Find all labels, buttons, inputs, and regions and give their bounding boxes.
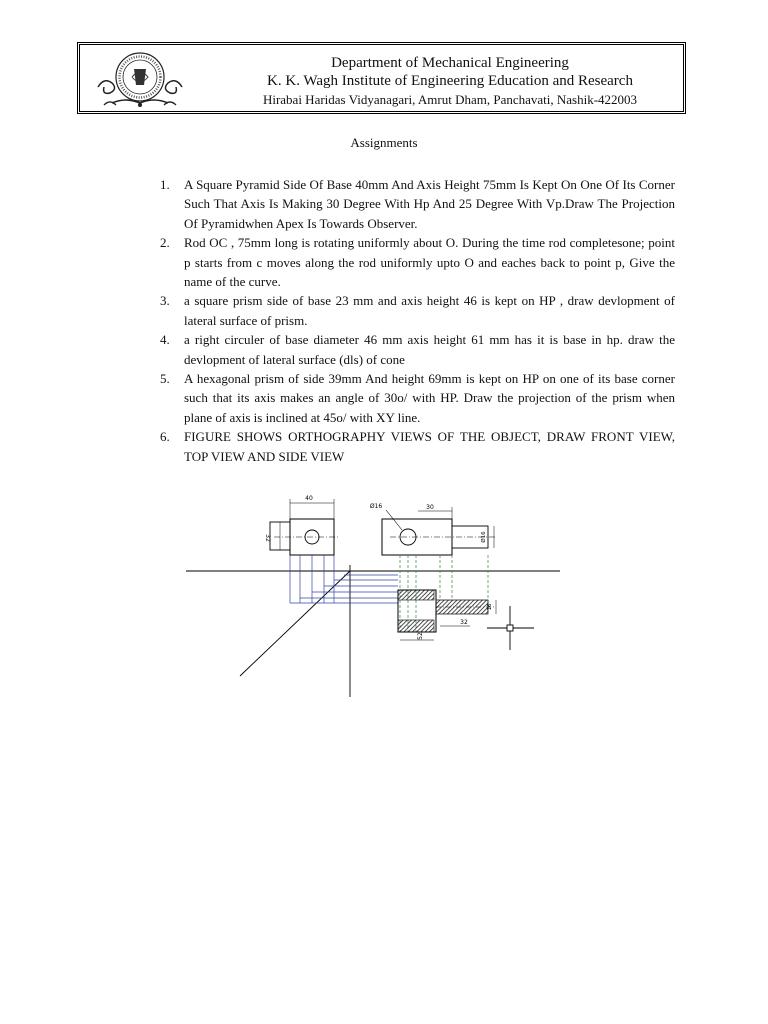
question-item bbox=[150, 369, 675, 427]
dimension-label: Ø16 bbox=[481, 531, 487, 543]
question-text: A hexagonal prism of side 39mm And height 69mm is kept on HP on one of its base corner such that its axis makes an angle of 30o/ with HP. Draw the projection of the prism when plane of axis is inclined at 45o/ with XY line. bbox=[184, 371, 675, 425]
question-number: 3. bbox=[160, 293, 170, 309]
dimension-label: Ø16 bbox=[369, 503, 383, 510]
dimension-label: 52 bbox=[417, 632, 424, 640]
dimension-label: 32 bbox=[264, 534, 271, 542]
question-item bbox=[150, 330, 675, 369]
miter-line bbox=[240, 571, 350, 676]
question-number: 2. bbox=[160, 235, 170, 251]
question-item bbox=[150, 291, 675, 330]
dimension-label: 30 bbox=[426, 504, 434, 511]
question-number: 4. bbox=[160, 332, 170, 348]
department-name: Department of Mechanical Engineering bbox=[331, 55, 569, 71]
question-number: 1. bbox=[160, 177, 170, 192]
question-text: FIGURE SHOWS ORTHOGRAPHY VIEWS OF THE OBJECT, DRAW FRONT VIEW, TOP VIEW AND SIDE VIEW bbox=[184, 429, 675, 464]
question-item bbox=[150, 427, 675, 466]
orthographic-drawing bbox=[180, 488, 570, 700]
institute-name: K. K. Wagh Institute of Engineering Education and Research bbox=[267, 73, 633, 89]
question-text: A Square Pyramid Side Of Base 40mm And Axis Height 75mm Is Kept On One Of Its Corner Such That Axis Is Making 30 Degree With Hp And 25 Degree With Vp.Draw The Projection Of Pyramidwhen Apex Is Towards Observer. bbox=[184, 177, 675, 231]
dimension-label: 16 bbox=[487, 603, 493, 611]
letterhead bbox=[77, 42, 686, 114]
crosshair-icon bbox=[487, 606, 534, 650]
question-number: 6. bbox=[160, 429, 170, 445]
dimension-label: 40 bbox=[305, 495, 313, 502]
question-item bbox=[150, 175, 675, 233]
institute-address: Hirabai Haridas Vidyanagari, Amrut Dham, Panchavati, Nashik-422003 bbox=[262, 92, 638, 107]
dimension-label: 32 bbox=[460, 619, 468, 626]
question-item bbox=[150, 233, 675, 291]
institute-logo-icon bbox=[90, 47, 190, 111]
question-number: 5. bbox=[160, 371, 170, 387]
question-text: a right circuler of base diameter 46 mm axis height 61 mm has it is base in hp. draw the devlopment of lateral surface (dls) of cone bbox=[184, 332, 675, 367]
question-list bbox=[150, 175, 675, 466]
question-text: Rod OC , 75mm long is rotating uniformly about O. During the time rod completesone; point p starts from c moves along the rod uniformly upto O and eaches back to point p, Give the name of the curve. bbox=[184, 235, 675, 290]
page-title: Assignments bbox=[350, 135, 418, 150]
question-text: a square prism side of base 23 mm and axis height 46 is kept on HP , draw devlopment of lateral surface of prism. bbox=[184, 293, 675, 328]
